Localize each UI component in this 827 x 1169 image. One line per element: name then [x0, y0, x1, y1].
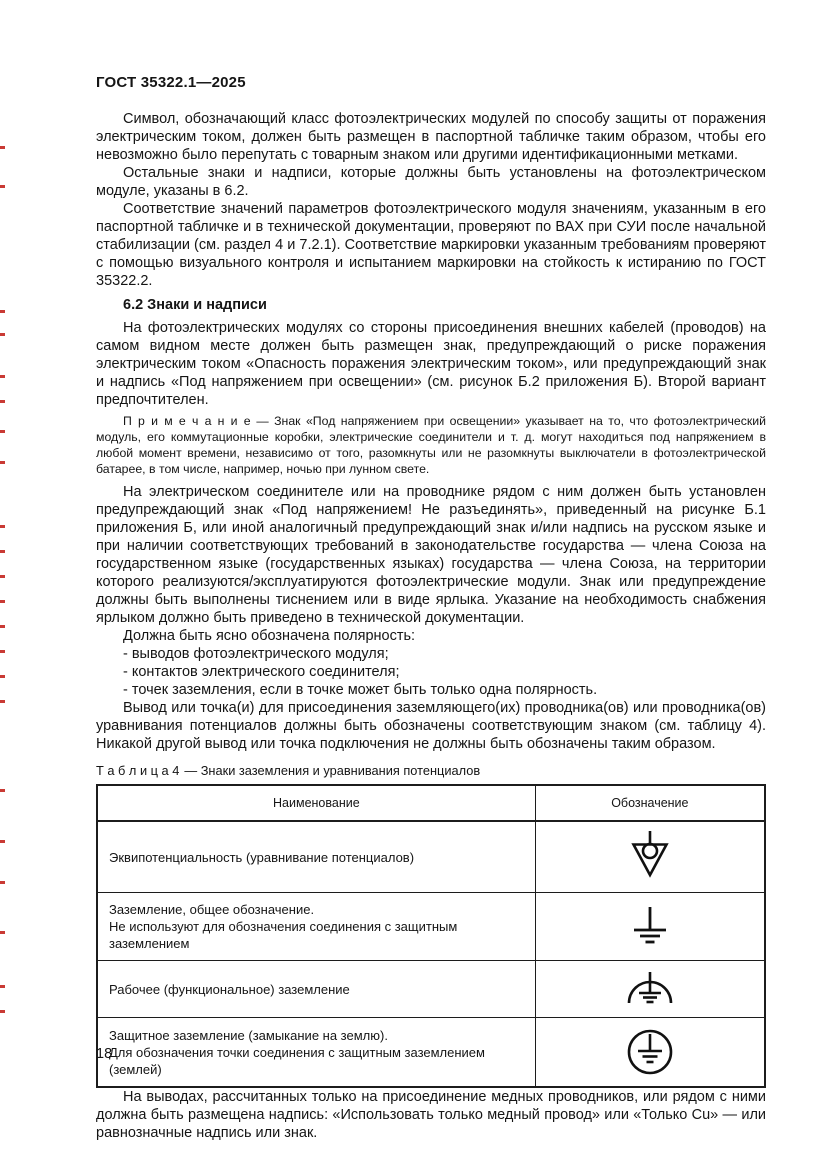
scan-artifact-mark — [0, 461, 5, 464]
section-heading: 6.2 Знаки и надписи — [123, 297, 267, 313]
scan-artifact-mark — [0, 985, 5, 988]
scan-artifact-mark — [0, 931, 5, 934]
row-symbol-cell — [535, 961, 765, 1018]
table-row — [97, 1018, 765, 1088]
scan-artifact-mark — [0, 600, 5, 603]
table-caption-label: Т а б л и ц а 4 — [96, 763, 180, 778]
paragraph: На выводах, рассчитанных только на присоединение медных проводников, или рядом с ними должна быть размещена надпись: «Использовать только медный провод» или «Только Cu» — или равнозначные надпись или знак. — [96, 1089, 766, 1141]
scan-artifact-mark — [0, 650, 5, 653]
scan-artifact-mark — [0, 146, 5, 149]
scan-artifact-mark — [0, 840, 5, 843]
note-paragraph — [96, 413, 766, 477]
scan-artifact-mark — [0, 375, 5, 378]
functional-earth-icon — [624, 970, 676, 1008]
row-text-line: Заземление, общее обозначение. — [109, 902, 315, 917]
document-title: ГОСТ 35322.1—2025 — [96, 74, 246, 91]
scan-artifact-mark — [0, 575, 5, 578]
list-item: - контактов электрического соединителя; — [123, 664, 400, 680]
list-item: - выводов фотоэлектрического модуля; — [123, 646, 389, 662]
scan-artifact-mark — [0, 185, 5, 188]
column-header-symbol: Обозначение — [535, 785, 765, 821]
row-name-cell — [97, 821, 535, 893]
table-header-row — [97, 785, 765, 821]
table-row — [97, 961, 765, 1018]
row-text-line: Защитное заземление (замыкание на землю). — [109, 1027, 388, 1043]
scan-artifact-mark — [0, 625, 5, 628]
paragraph: Соответствие значений параметров фотоэлектрического модуля значениям, указанным в его паспортной табличке и в технической документации, проверяют по ВАХ при СУИ после начальной стабилизации (см. раздел 4 и 7.2.1). Соответствие маркировки указанным требованиям проверяют с помощью визуального контроля и испытанием маркировки на стойкость к истиранию по ГОСТ 35322.2. — [96, 201, 766, 289]
table-row — [97, 821, 765, 893]
note-label: П р и м е ч а н и е — [123, 414, 251, 428]
page-content — [96, 74, 766, 1142]
table-caption — [96, 763, 766, 778]
scan-artifact-mark — [0, 525, 5, 528]
equipotentiality-icon — [629, 830, 671, 884]
note-text: — Знак «Под напряжением при освещении» указывает на то, что фотоэлектрический модуль, его коммутационные коробки, электрические соединители и т. д. могут находиться под напряжением в любой момент времени, независимо от того, разомкнуты или не разомкнуты выключатели в фотоэлектрической батарее, в том числе, например, ночью при лунном свете. — [96, 414, 766, 476]
paragraph: Должна быть ясно обозначена полярность: — [123, 628, 416, 644]
row-symbol-cell — [535, 893, 765, 961]
scan-artifact-mark — [0, 310, 5, 313]
paragraph: Символ, обозначающий класс фотоэлектрических модулей по способу защиты от поражения электрическим током, должен быть размещен в паспортной табличке таким образом, чтобы его невозможно было перепутать с товарным знаком или другими идентификационными метками. — [96, 111, 766, 163]
row-text-line: Рабочее (функциональное) заземление — [109, 981, 350, 997]
row-symbol-cell — [535, 821, 765, 893]
row-name-cell — [97, 961, 535, 1018]
table-caption-text: — Знаки заземления и уравнивания потенциалов — [184, 763, 481, 778]
row-text-line: Эквипотенциальность (уравнивание потенциалов) — [109, 849, 415, 865]
table-row — [97, 893, 765, 961]
protective-earth-icon — [626, 1028, 674, 1076]
scan-artifact-mark — [0, 675, 5, 678]
column-header-name: Наименование — [97, 785, 535, 821]
page-number: 18 — [96, 1046, 113, 1062]
scan-artifact-mark — [0, 400, 5, 403]
scan-artifact-mark — [0, 1010, 5, 1013]
list-item: - точек заземления, если в точке может быть только одна полярность. — [123, 682, 598, 698]
scan-artifact-mark — [0, 789, 5, 792]
paragraph: На фотоэлектрических модулях со стороны присоединения внешних кабелей (проводов) на самом видном месте должен быть размещен знак, предупреждающий о риске поражения электрическим током «Опасность поражения электрическим током», или предупреждающий знак и надпись «Под напряжением при освещении» (см. рисунок Б.2 приложения Б). Второй вариант предпочтителен. — [96, 320, 766, 408]
row-symbol-cell — [535, 1018, 765, 1088]
row-text-line: Для обозначения точки соединения с защитным заземлением (землей) — [109, 1044, 485, 1077]
row-name-cell — [97, 893, 535, 961]
scan-artifact-mark — [0, 700, 5, 703]
paragraph: На электрическом соединителе или на проводнике рядом с ним должен быть установлен предупреждающий знак «Под напряжением! Не разъединять», приведенный на рисунке Б.1 приложения Б, или иной аналогичный предупреждающий знак и/или надпись на русском языке и при наличии соответствующих требований в законодательстве государства — члена Союза на государственном языке (государственных языках) государства — члена Союза, на территории которого реализуются/эксплуатируются фотоэлектрические модули. Знак или предупреждение должны быть выполнены тиснением или в виде ярлыка. Указание на необходимость снабжения ярлыком должно быть приведено в технической документации. — [96, 484, 766, 626]
paragraph: Остальные знаки и надписи, которые должны быть установлены на фотоэлектрическом модуле, указаны в 6.2. — [96, 165, 766, 199]
grounding-symbols-table — [96, 784, 766, 1088]
scan-artifact-mark — [0, 881, 5, 884]
scan-artifact-mark — [0, 550, 5, 553]
row-name-cell — [97, 1018, 535, 1088]
scan-artifact-mark — [0, 430, 5, 433]
row-text-line: Не используют для обозначения соединения с защитным заземлением — [109, 919, 458, 951]
paragraph: Вывод или точка(и) для присоединения заземляющего(их) проводника(ов) или проводника(ов) уравнивания потенциалов должны быть обозначены соответствующим знаком (см. таблицу 4). Никакой другой вывод или точка подключения не должны быть обозначены таким образом. — [96, 700, 766, 752]
scan-artifact-mark — [0, 333, 5, 336]
earth-ground-icon — [632, 907, 668, 947]
